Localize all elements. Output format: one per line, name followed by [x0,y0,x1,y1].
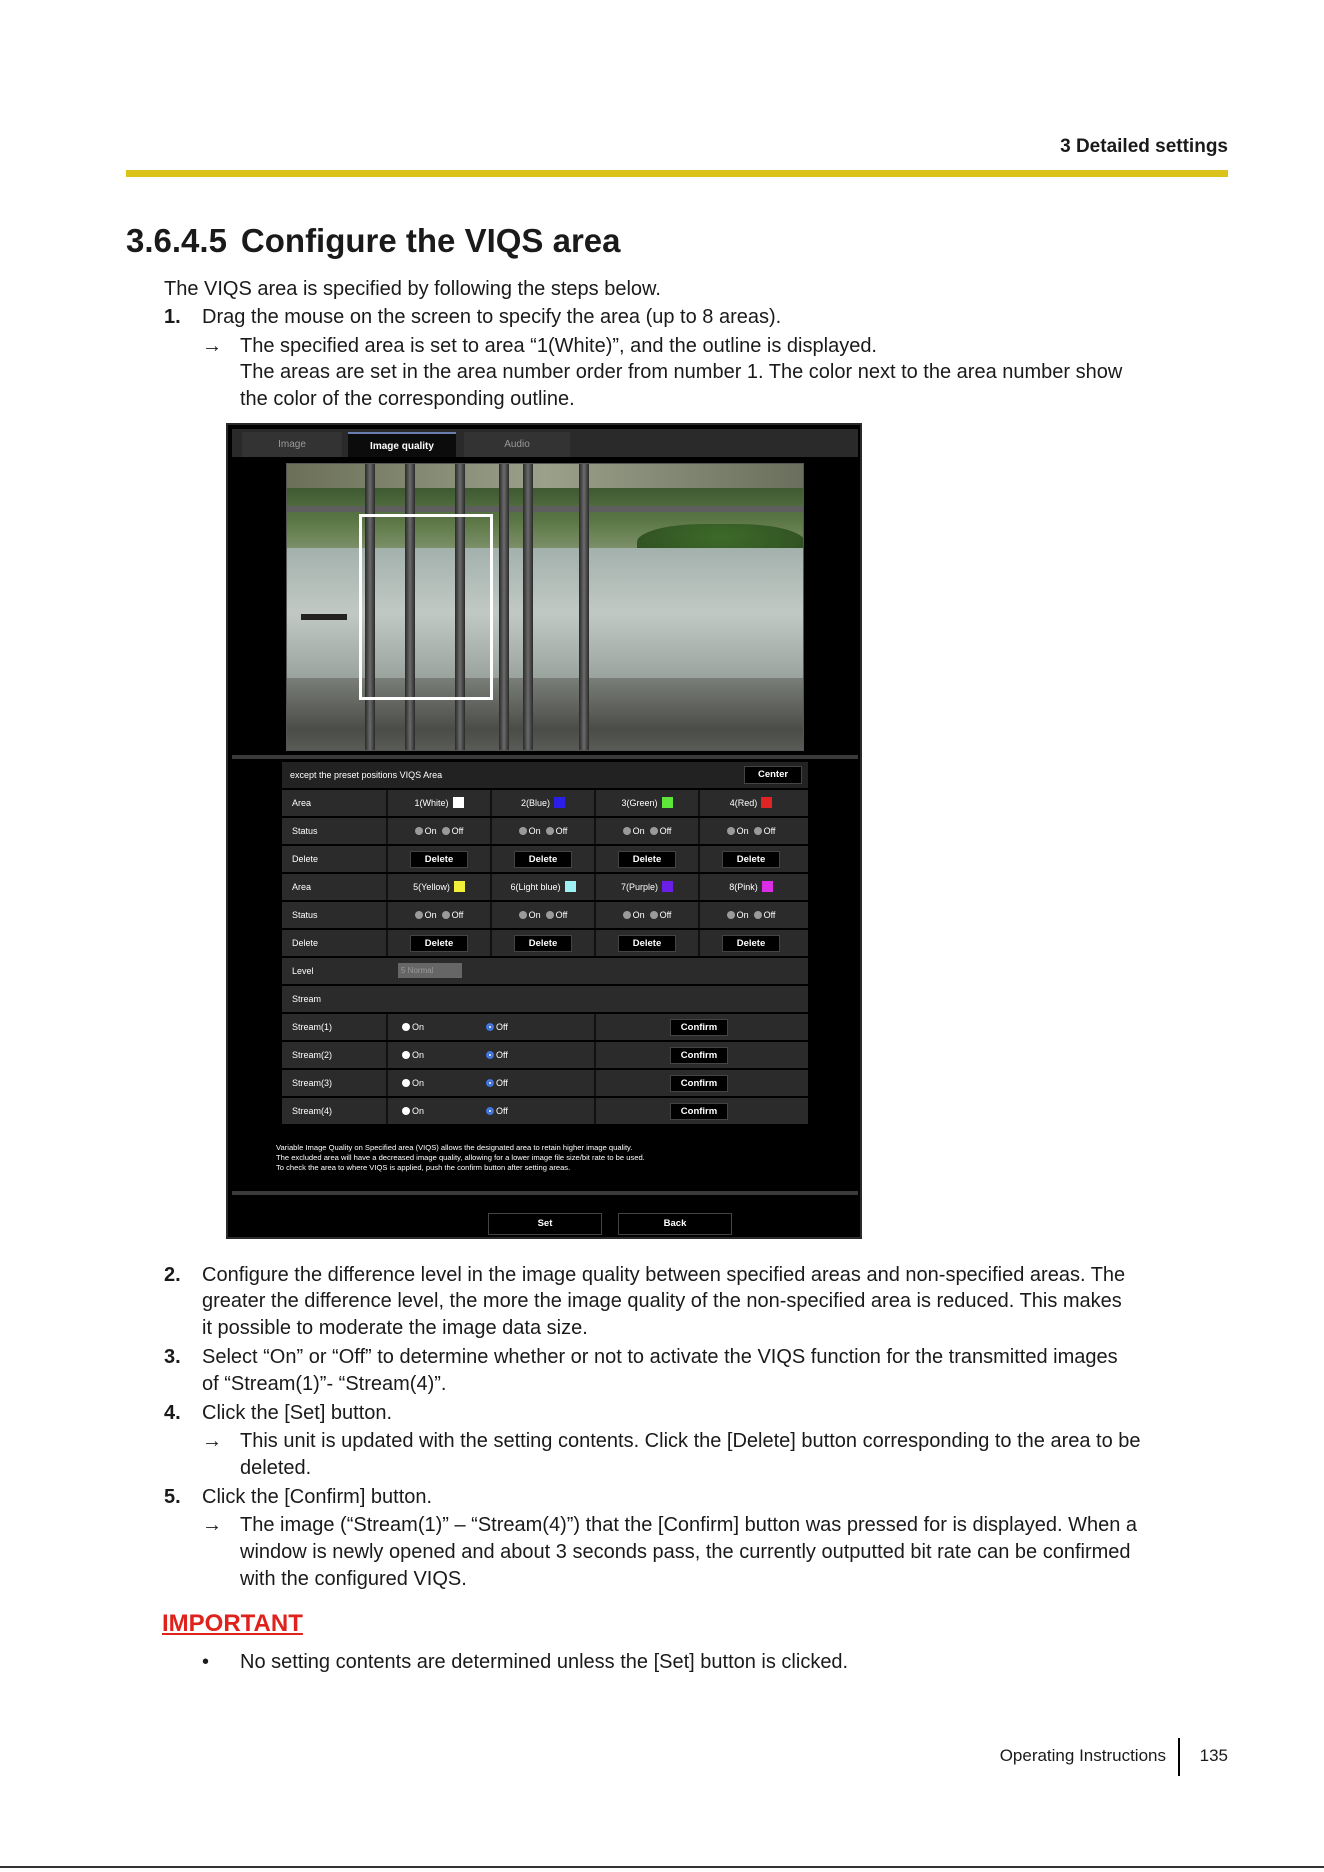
stream-3-label: Stream(3) [292,1078,333,1088]
on-label: On [632,826,645,836]
off-label: Off [496,1106,508,1116]
tab-audio[interactable]: Audio [464,432,570,457]
viqs-area-header-label: except the preset positions VIQS Area [290,770,443,780]
step-2-line1: Configure the difference level in the image quality between specified areas and non-specified areas. The [202,1264,1126,1286]
area-6-swatch [565,881,576,892]
area-2-off-radio[interactable] [546,827,554,835]
step-1-result-line3: the color of the corresponding outline. [240,388,575,410]
area-4-name: 4(Red) [729,798,758,808]
area-1-cell [386,790,490,816]
delete-label: Delete [292,938,319,948]
stream-2-confirm-button[interactable]: Confirm [670,1047,728,1064]
area-1-swatch [453,797,464,808]
step-2-line2: greater the difference level, the more the image quality of the non-specified area is reduced. This makes [202,1290,1122,1312]
area-5-status [386,902,490,928]
area-7-cell [594,874,698,900]
stream-1-row [282,1014,808,1040]
area-5-swatch [454,881,465,892]
off-label: Off [496,1050,508,1060]
stream-2-on-radio[interactable] [402,1051,410,1059]
area-4-on-radio[interactable] [727,827,735,835]
viqs-config-table [282,762,808,1124]
viqs-settings-screenshot [226,423,862,1239]
area-2-status [490,818,594,844]
on-label: On [412,1050,425,1060]
on-label: On [412,1078,425,1088]
on-label: On [736,910,749,920]
area-1-delete-button[interactable]: Delete [410,851,468,868]
area-6-delete-button[interactable]: Delete [514,935,572,952]
stream-3-on-radio[interactable] [402,1079,410,1087]
area-1-on-radio[interactable] [415,827,423,835]
stream-1-label: Stream(1) [292,1022,333,1032]
off-label: Off [763,826,776,836]
step-2-number: 2. [164,1264,181,1286]
step-1-result-line2: The areas are set in the area number order from number 1. The color next to the area number show [240,361,1123,383]
area-5-off-radio[interactable] [442,911,450,919]
area-4-off-radio[interactable] [754,827,762,835]
viqs-area-outline[interactable] [359,514,493,700]
page-header-title: 3 Detailed settings [1060,136,1228,157]
off-label: Off [659,826,672,836]
status-label: Status [292,910,318,920]
area-4-cell [698,790,802,816]
step-2-line3: it possible to moderate the image data size. [202,1317,588,1339]
area-7-swatch [662,881,673,892]
on-label: On [528,826,541,836]
stream-3-confirm-button[interactable]: Confirm [670,1075,728,1092]
area-row-bottom [282,874,808,900]
step-4-number: 4. [164,1402,181,1424]
area-7-status [594,902,698,928]
area-1-status [386,818,490,844]
status-row-bottom [282,902,808,928]
area-4-swatch [761,797,772,808]
area-3-name: 3(Green) [621,798,658,808]
area-2-name: 2(Blue) [520,798,550,808]
on-label: On [424,826,437,836]
area-6-status [490,902,594,928]
step-4-result-line1: This unit is updated with the setting contents. Click the [Delete] button corresponding to the area to be [240,1430,1141,1452]
step-3-line2: of “Stream(1)”- “Stream(4)”. [202,1373,447,1395]
on-label: On [424,910,437,920]
tab-bar [232,429,858,457]
viqs-note-line1: Variable Image Quality on Specified area (VIQS) allows the designated area to retain higher image quality. [276,1143,633,1152]
viqs-area-header [282,762,808,788]
step-5-number: 5. [164,1486,181,1508]
area-3-swatch [662,797,673,808]
back-button[interactable]: Back [618,1213,732,1235]
on-label: On [736,826,749,836]
area-8-swatch [762,881,773,892]
area-4-status [698,818,802,844]
stream-1-on-radio[interactable] [402,1023,410,1031]
intro-text: The VIQS area is specified by following the steps below. [164,278,661,300]
camera-image[interactable] [286,463,804,751]
area-4-delete-button[interactable]: Delete [722,851,780,868]
delete-label: Delete [292,854,319,864]
stream-4-label: Stream(4) [292,1106,333,1116]
viqs-note [276,1143,836,1173]
area-2-delete-button[interactable]: Delete [514,851,572,868]
step-3-line1: Select “On” or “Off” to determine whether or not to activate the VIQS function for the transmitted images [202,1346,1118,1368]
step-5-result-line1: The image (“Stream(1)” – “Stream(4)”) that the [Confirm] button was pressed for is displayed. When a [240,1514,1138,1536]
area-8-status [698,902,802,928]
area-7-name: 7(Purple) [620,882,658,892]
area-7-on-radio[interactable] [623,911,631,919]
area-6-cell [490,874,594,900]
on-label: On [632,910,645,920]
on-label: On [528,910,541,920]
area-label: Area [292,798,312,808]
area-3-status [594,818,698,844]
area-row-top [282,790,808,816]
on-label: On [412,1022,425,1032]
area-8-name: 8(Pink) [729,882,758,892]
area-6-name: 6(Light blue) [510,882,561,892]
area-3-cell [594,790,698,816]
level-select[interactable]: 5 Normal [398,963,462,978]
step-5-result-line3: with the configured VIQS. [240,1568,467,1590]
viqs-note-line2: The excluded area will have a decreased image quality, allowing for a lower image file size/bit rate to be used. [276,1153,645,1162]
level-row [282,958,808,984]
area-3-delete-button[interactable]: Delete [618,851,676,868]
area-7-off-radio[interactable] [650,911,658,919]
area-1-off-radio[interactable] [442,827,450,835]
stream-4-row [282,1098,808,1124]
step-4-result-line2: deleted. [240,1457,312,1479]
off-label: Off [496,1022,508,1032]
area-5-name: 5(Yellow) [413,882,450,892]
important-text: No setting contents are determined unless the [Set] button is clicked. [240,1651,849,1673]
step-5-result-line2: window is newly opened and about 3 seconds pass, the currently outputted bit rate can be confirmed [240,1541,1131,1563]
area-1-name: 1(White) [414,798,449,808]
stream-2-label: Stream(2) [292,1050,333,1060]
area-8-off-radio[interactable] [754,911,762,919]
area-2-swatch [554,797,565,808]
off-label: Off [555,910,568,920]
footer-label: Operating Instructions [999,1746,1166,1765]
off-label: Off [451,910,464,920]
off-label: Off [659,910,672,920]
area-8-delete-button[interactable]: Delete [722,935,780,952]
on-label: On [412,1106,425,1116]
page-bottom-rule [0,1866,1324,1868]
area-6-off-radio[interactable] [546,911,554,919]
off-label: Off [451,826,464,836]
important-heading: IMPORTANT [162,1610,303,1637]
tab-image[interactable]: Image [242,432,342,457]
step-5-arrow: → [202,1514,222,1536]
step-3-number: 3. [164,1346,181,1368]
stream-4-off-radio[interactable] [486,1107,494,1115]
step-1-text: Drag the mouse on the screen to specify the area (up to 8 areas). [202,306,782,328]
stream-3-off-radio[interactable] [486,1079,494,1087]
off-label: Off [763,910,776,920]
step-1-arrow: → [202,335,222,357]
page-number: 135 [1199,1746,1228,1765]
area-5-delete-button[interactable]: Delete [410,935,468,952]
stream-4-on-radio[interactable] [402,1107,410,1115]
stream-label: Stream [292,994,322,1004]
status-label: Status [292,826,318,836]
stream-2-off-radio[interactable] [486,1051,494,1059]
step-5-text: Click the [Confirm] button. [202,1486,433,1508]
stream-2-row [282,1042,808,1068]
step-1-result-line1: The specified area is set to area “1(White)”, and the outline is displayed. [240,335,877,357]
section-title [126,222,621,260]
area-8-cell [698,874,802,900]
area-5-on-radio[interactable] [415,911,423,919]
step-4-text: Click the [Set] button. [202,1402,393,1424]
section-title-text: Configure the VIQS area [240,222,621,259]
footer-divider [1178,1738,1180,1776]
stream-4-confirm-button[interactable]: Confirm [670,1103,728,1120]
level-label: Level [292,966,314,976]
area-2-cell [490,790,594,816]
stream-1-off-radio[interactable] [486,1023,494,1031]
area-3-off-radio[interactable] [650,827,658,835]
center-button[interactable]: Center [744,766,802,784]
off-label: Off [555,826,568,836]
area-3-on-radio[interactable] [623,827,631,835]
area-label: Area [292,882,312,892]
off-label: Off [496,1078,508,1088]
area-2-on-radio[interactable] [519,827,527,835]
stream-1-confirm-button[interactable]: Confirm [670,1019,728,1036]
delete-row-bottom [282,930,808,956]
delete-row-top [282,846,808,872]
set-button[interactable]: Set [488,1213,602,1235]
stream-header-row [282,986,808,1012]
viqs-note-line3: To check the area to where VIQS is applied, push the confirm button after setting areas. [276,1163,571,1172]
area-7-delete-button[interactable]: Delete [618,935,676,952]
area-6-on-radio[interactable] [519,911,527,919]
important-bullet: • [202,1651,210,1673]
stream-3-row [282,1070,808,1096]
header-rule [126,170,1228,177]
status-row-top [282,818,808,844]
step-1-number: 1. [164,306,181,328]
section-number: 3.6.4.5 [126,222,227,259]
area-5-cell [386,874,490,900]
area-8-on-radio[interactable] [727,911,735,919]
tab-image-quality[interactable]: Image quality [348,432,456,457]
step-4-arrow: → [202,1430,222,1452]
